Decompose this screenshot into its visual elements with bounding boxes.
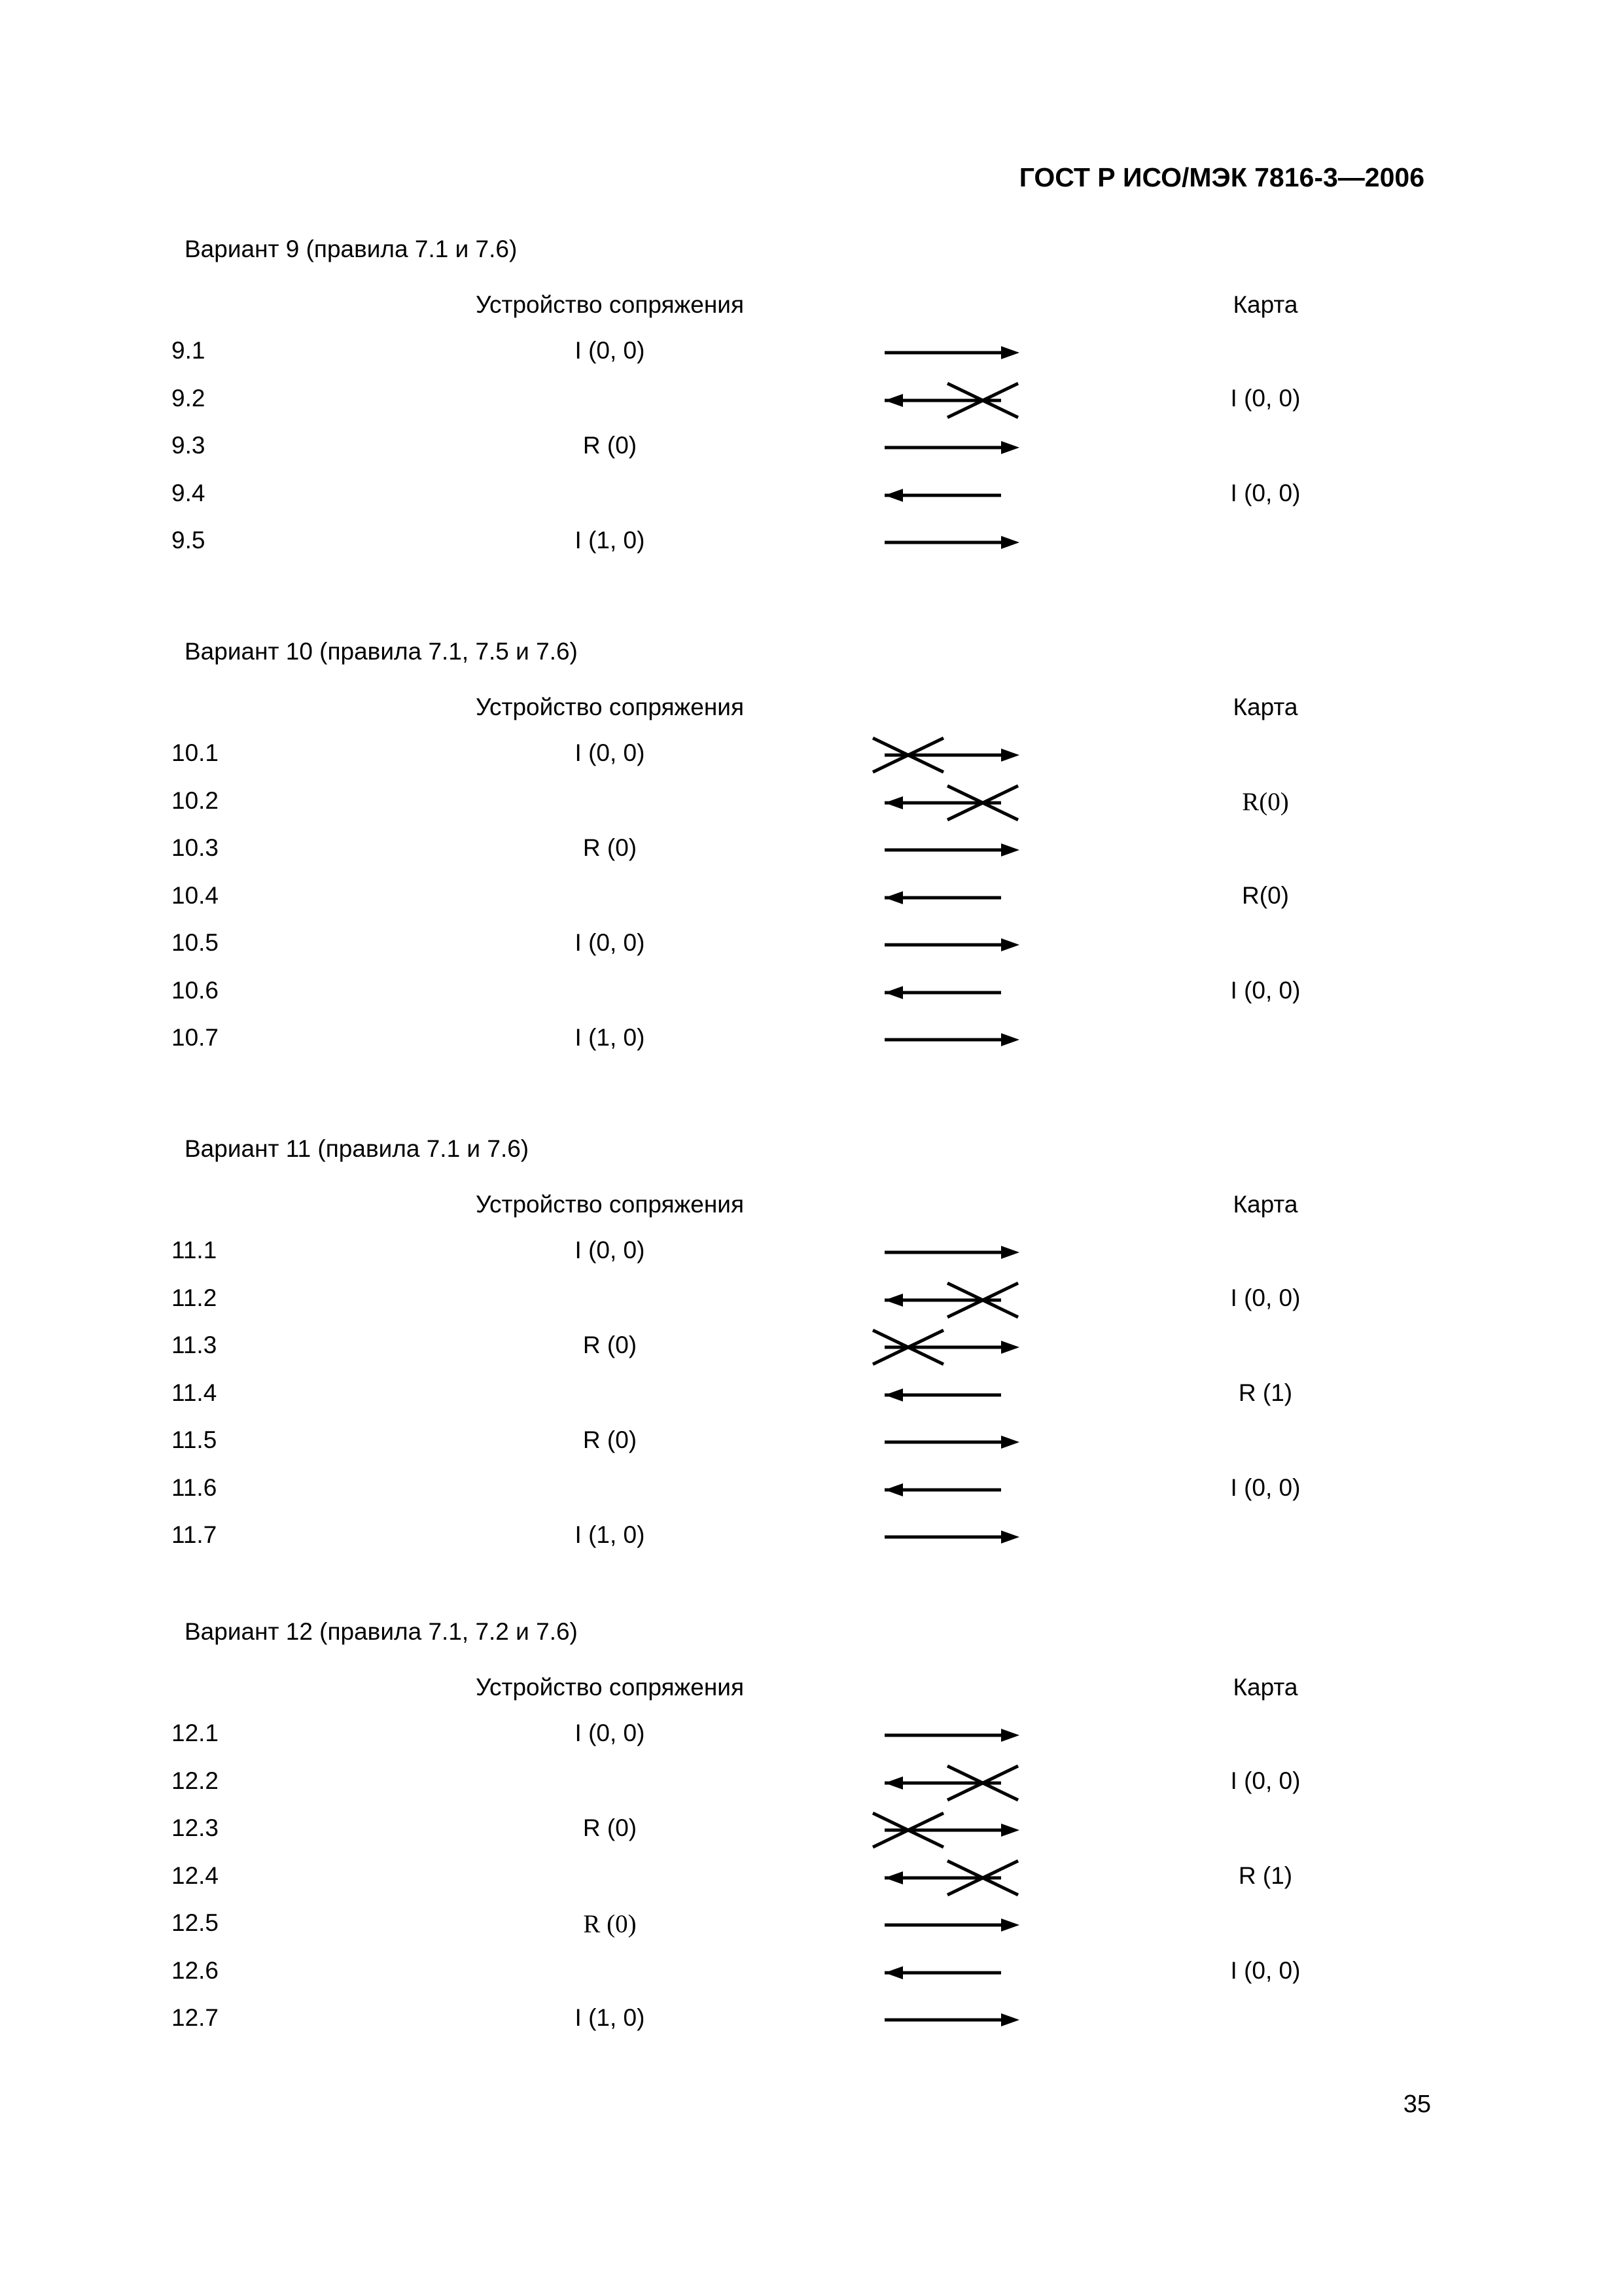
arrow-right-icon: [870, 1905, 1021, 1945]
exchange-row: [0, 1284, 1624, 1332]
device-block: R (0): [582, 1814, 637, 1841]
exchange-row: [0, 1237, 1624, 1284]
row-number: 10.7: [171, 1024, 219, 1051]
arrow-left-icon-with-error-cross: [870, 783, 1021, 822]
arrow-left-icon: [870, 878, 1021, 917]
arrow-right-icon: [870, 2000, 1021, 2040]
card-block: I (0, 0): [1230, 479, 1301, 506]
device-block: R (0): [583, 1910, 637, 1938]
device-block: I (0, 0): [574, 739, 645, 766]
arrow-right-icon-with-error-cross: [870, 735, 1021, 775]
card-block: I (0, 0): [1230, 1474, 1301, 1501]
exchange-row: [0, 2004, 1624, 2051]
arrow-left-icon-with-error-cross: [870, 1280, 1021, 1320]
card-block: R (1): [1238, 1862, 1293, 1889]
exchange-row: [0, 480, 1624, 527]
arrow-right-icon: [870, 830, 1021, 870]
exchange-row: [0, 834, 1624, 881]
column-header-card: Карта: [1233, 291, 1298, 318]
exchange-row: [0, 1379, 1624, 1426]
arrow-right-icon: [870, 1517, 1021, 1557]
arrow-right-icon: [870, 1233, 1021, 1272]
arrow-left-icon-with-error-cross: [870, 1858, 1021, 1898]
column-header-device: Устройство сопряжения: [475, 1674, 745, 1701]
arrow-right-icon-with-error-cross: [870, 1328, 1021, 1367]
exchange-row: [0, 385, 1624, 432]
device-block: R (0): [582, 1426, 637, 1453]
exchange-row: [0, 1521, 1624, 1568]
column-header-card: Карта: [1233, 694, 1298, 720]
exchange-row: [0, 1767, 1624, 1814]
column-header-card: Карта: [1233, 1674, 1298, 1701]
column-header-card: Карта: [1233, 1191, 1298, 1218]
page-number: 35: [1403, 2091, 1431, 2118]
exchange-row: [0, 1332, 1624, 1379]
row-number: 10.3: [171, 834, 219, 861]
device-block: I (0, 0): [574, 337, 645, 364]
device-block: I (1, 0): [574, 1521, 645, 1548]
row-number: 11.4: [171, 1379, 217, 1406]
device-block: I (0, 0): [574, 929, 645, 956]
row-number: 11.3: [171, 1332, 217, 1358]
card-block: I (0, 0): [1230, 1284, 1301, 1311]
exchange-row: [0, 432, 1624, 479]
exchange-row: [0, 1024, 1624, 1071]
device-block: I (1, 0): [574, 527, 645, 554]
row-number: 9.3: [171, 432, 205, 459]
card-block: R (1): [1238, 1379, 1293, 1406]
row-number: 12.6: [171, 1956, 219, 1984]
variant-title: Вариант 12 (правила 7.1, 7.2 и 7.6): [185, 1618, 578, 1645]
exchange-row: [0, 929, 1624, 976]
row-number: 12.2: [171, 1767, 219, 1794]
device-block: R (0): [582, 834, 637, 861]
arrow-left-icon: [870, 476, 1021, 515]
card-block: I (0, 0): [1230, 976, 1301, 1004]
device-block: I (0, 0): [574, 1237, 645, 1263]
arrow-right-icon: [870, 428, 1021, 467]
arrow-right-icon: [870, 925, 1021, 964]
device-block: R (0): [582, 1332, 637, 1358]
exchange-row: [0, 1814, 1624, 1862]
row-number: 12.7: [171, 2004, 219, 2031]
card-block: I (0, 0): [1230, 384, 1301, 412]
card-block: I (0, 0): [1230, 1956, 1301, 1984]
row-number: 11.5: [171, 1426, 217, 1453]
exchange-row: [0, 1720, 1624, 1767]
row-number: 12.1: [171, 1720, 219, 1746]
arrow-right-icon-with-error-cross: [870, 1810, 1021, 1850]
device-block: R (0): [582, 432, 637, 459]
arrow-right-icon: [870, 333, 1021, 372]
exchange-row: [0, 882, 1624, 929]
row-number: 12.4: [171, 1862, 219, 1889]
arrow-right-icon: [870, 1716, 1021, 1755]
row-number: 11.6: [171, 1474, 217, 1501]
device-block: I (1, 0): [574, 2004, 645, 2031]
device-block: I (0, 0): [574, 1720, 645, 1746]
column-header-device: Устройство сопряжения: [475, 291, 745, 318]
row-number: 10.2: [171, 786, 219, 814]
card-block: R(0): [1242, 787, 1289, 816]
exchange-row: [0, 1474, 1624, 1521]
variant-title: Вариант 9 (правила 7.1 и 7.6): [185, 236, 518, 262]
exchange-row: [0, 787, 1624, 834]
card-block: I (0, 0): [1230, 1767, 1301, 1794]
arrow-right-icon: [870, 523, 1021, 562]
exchange-row: [0, 1862, 1624, 1909]
variant-title: Вариант 11 (правила 7.1 и 7.6): [185, 1135, 529, 1162]
row-number: 10.1: [171, 739, 219, 766]
row-number: 11.7: [171, 1521, 217, 1548]
arrow-left-icon: [870, 1375, 1021, 1415]
row-number: 9.1: [171, 337, 205, 364]
row-number: 9.5: [171, 527, 205, 554]
column-header-device: Устройство сопряжения: [475, 1191, 745, 1218]
exchange-row: [0, 337, 1624, 384]
arrow-left-icon-with-error-cross: [870, 1763, 1021, 1803]
column-header-device: Устройство сопряжения: [475, 694, 745, 720]
row-number: 9.2: [171, 384, 205, 412]
arrow-right-icon: [870, 1422, 1021, 1462]
card-block: R(0): [1242, 881, 1289, 909]
arrow-left-icon-with-error-cross: [870, 381, 1021, 420]
device-block: I (1, 0): [574, 1024, 645, 1051]
row-number: 11.1: [171, 1237, 217, 1263]
row-number: 10.6: [171, 976, 219, 1004]
exchange-row: [0, 739, 1624, 786]
exchange-row: [0, 1426, 1624, 1474]
arrow-left-icon: [870, 1953, 1021, 1992]
arrow-left-icon: [870, 1470, 1021, 1510]
row-number: 10.5: [171, 929, 219, 956]
variant-title: Вариант 10 (правила 7.1, 7.5 и 7.6): [185, 638, 578, 665]
arrow-left-icon: [870, 973, 1021, 1012]
arrow-right-icon: [870, 1020, 1021, 1059]
row-number: 10.4: [171, 881, 219, 909]
row-number: 11.2: [171, 1284, 217, 1311]
row-number: 12.3: [171, 1814, 219, 1841]
exchange-row: [0, 1957, 1624, 2004]
document-code: ГОСТ Р ИСО/МЭК 7816-3—2006: [1019, 162, 1424, 192]
row-number: 12.5: [171, 1909, 219, 1936]
exchange-row: [0, 977, 1624, 1024]
exchange-row: [0, 527, 1624, 574]
row-number: 9.4: [171, 479, 205, 506]
exchange-row: [0, 1909, 1624, 1956]
